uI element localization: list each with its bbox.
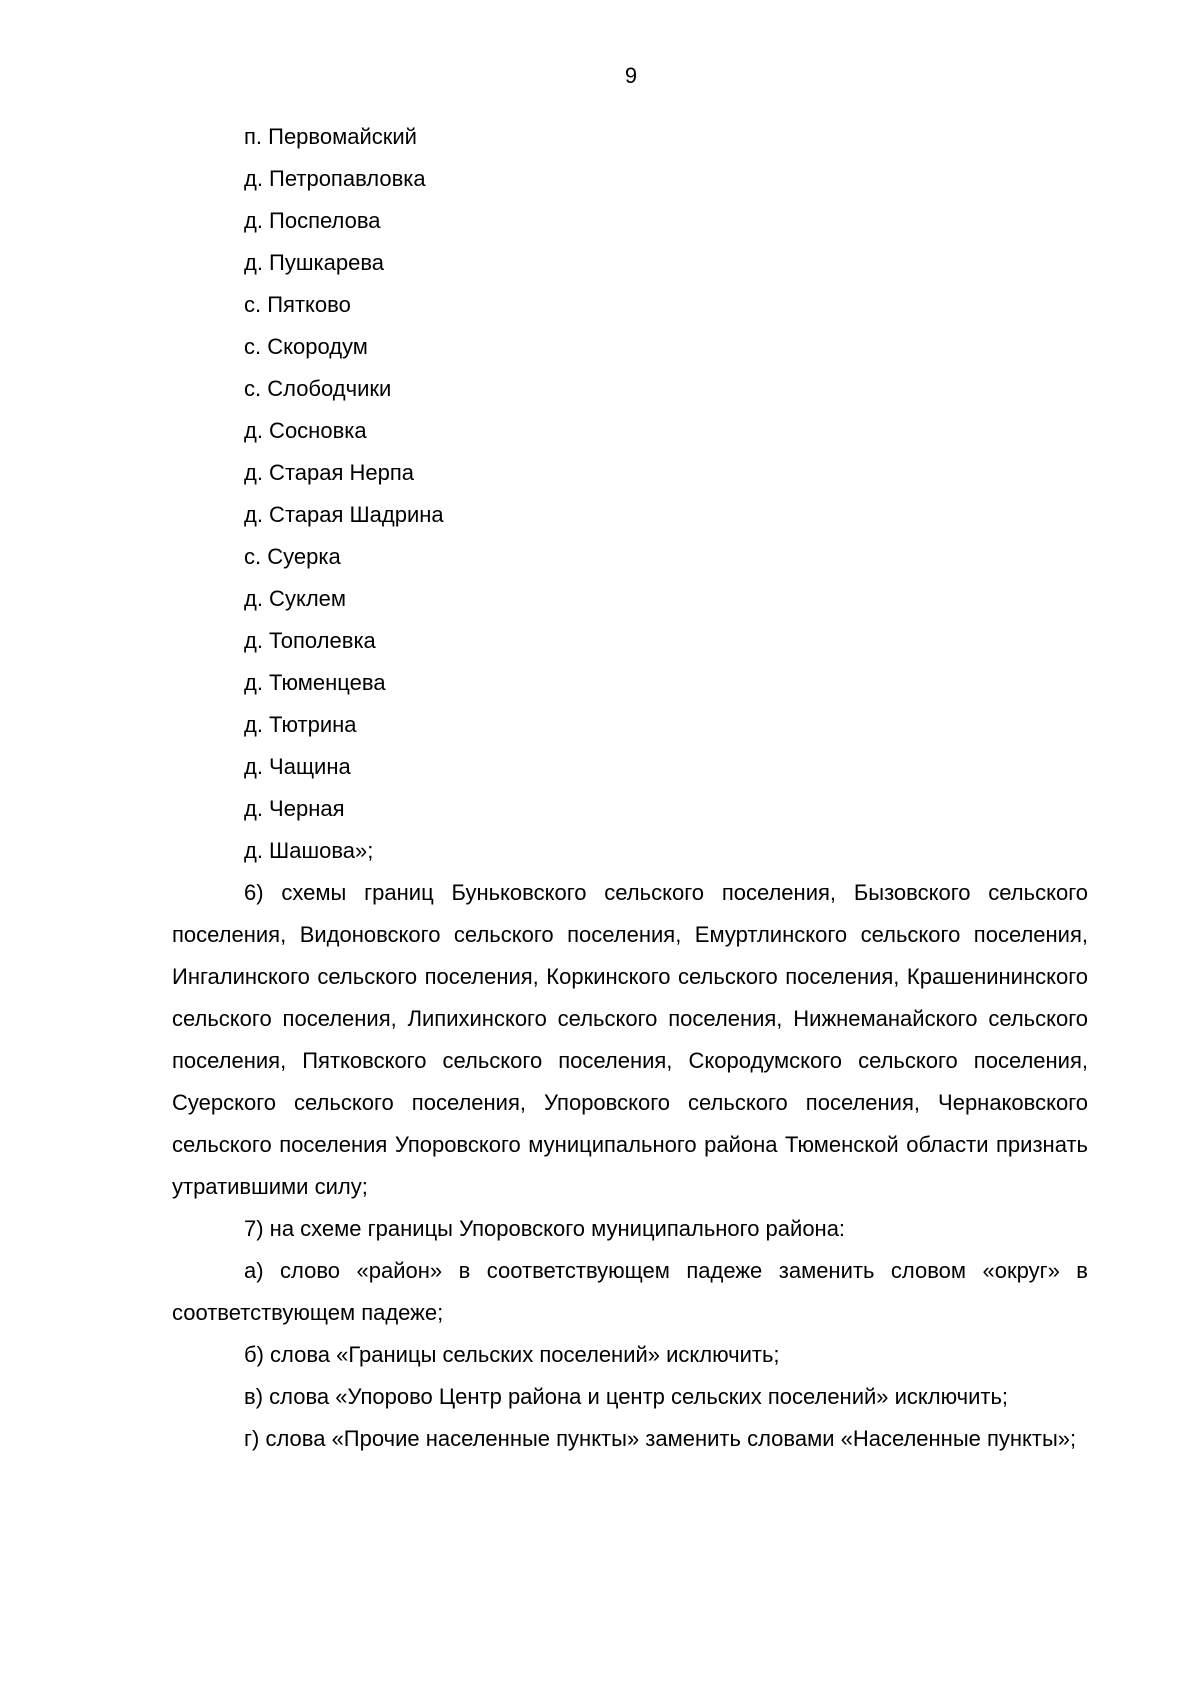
list-item: с. Суерка (244, 544, 341, 569)
paragraph-7g: г) слова «Прочие населенные пункты» заменить словами «Населенные пункты»; (244, 1426, 1077, 1451)
page-number: 9 (624, 63, 638, 88)
paragraph-7v: в) слова «Упорово Центр района и центр сельских поселений» исключить; (244, 1384, 1009, 1409)
list-item: д. Старая Нерпа (244, 460, 415, 485)
paragraph-7b: б) слова «Границы сельских поселений» исключить; (244, 1342, 780, 1367)
list-item: д. Тюменцева (244, 670, 386, 695)
list-item: с. Пятково (244, 292, 351, 317)
list-item: д. Старая Шадрина (244, 502, 444, 527)
list-item: д. Петропавловка (244, 166, 426, 191)
settlement-list (172, 116, 1088, 872)
list-item: д. Поспелова (244, 208, 381, 233)
list-item: д. Сосновка (244, 418, 367, 443)
list-item: д. Черная (244, 796, 345, 821)
list-item: д. Шашова»; (244, 838, 374, 863)
document-body (172, 116, 1088, 1460)
paragraph-6: 6) схемы границ Буньковского сельского поселения, Бызовского сельского поселения, Видоновского сельского поселения, Емуртлинского сельского поселения, Ингалинского сельского поселения, Коркинского сельского поселения, Крашенининского сельского поселения, Липихинского сельского поселения, Нижнеманайского сельского поселения, Пятковского сельского поселения, Скородумского сельского поселения, Суерского сельского поселения, Упоровского сельского поселения, Чернаковского сельского поселения Упоровского муниципального района Тюменской области признать утратившими силу; (172, 880, 1088, 1199)
list-item: д. Тополевка (244, 628, 376, 653)
list-item: д. Суклем (244, 586, 347, 611)
amendment-paragraphs (172, 872, 1088, 1460)
list-item: с. Слободчики (244, 376, 392, 401)
paragraph-7a: а) слово «район» в соответствующем падеже заменить словом «округ» в соответствующем падеже; (172, 1258, 1088, 1325)
list-item: с. Скородум (244, 334, 368, 359)
paragraph-7: 7) на схеме границы Упоровского муниципального района: (244, 1216, 846, 1241)
list-item: д. Пушкарева (244, 250, 385, 275)
list-item: п. Первомайский (244, 124, 417, 149)
list-item: д. Тютрина (244, 712, 357, 737)
list-item: д. Чащина (244, 754, 351, 779)
